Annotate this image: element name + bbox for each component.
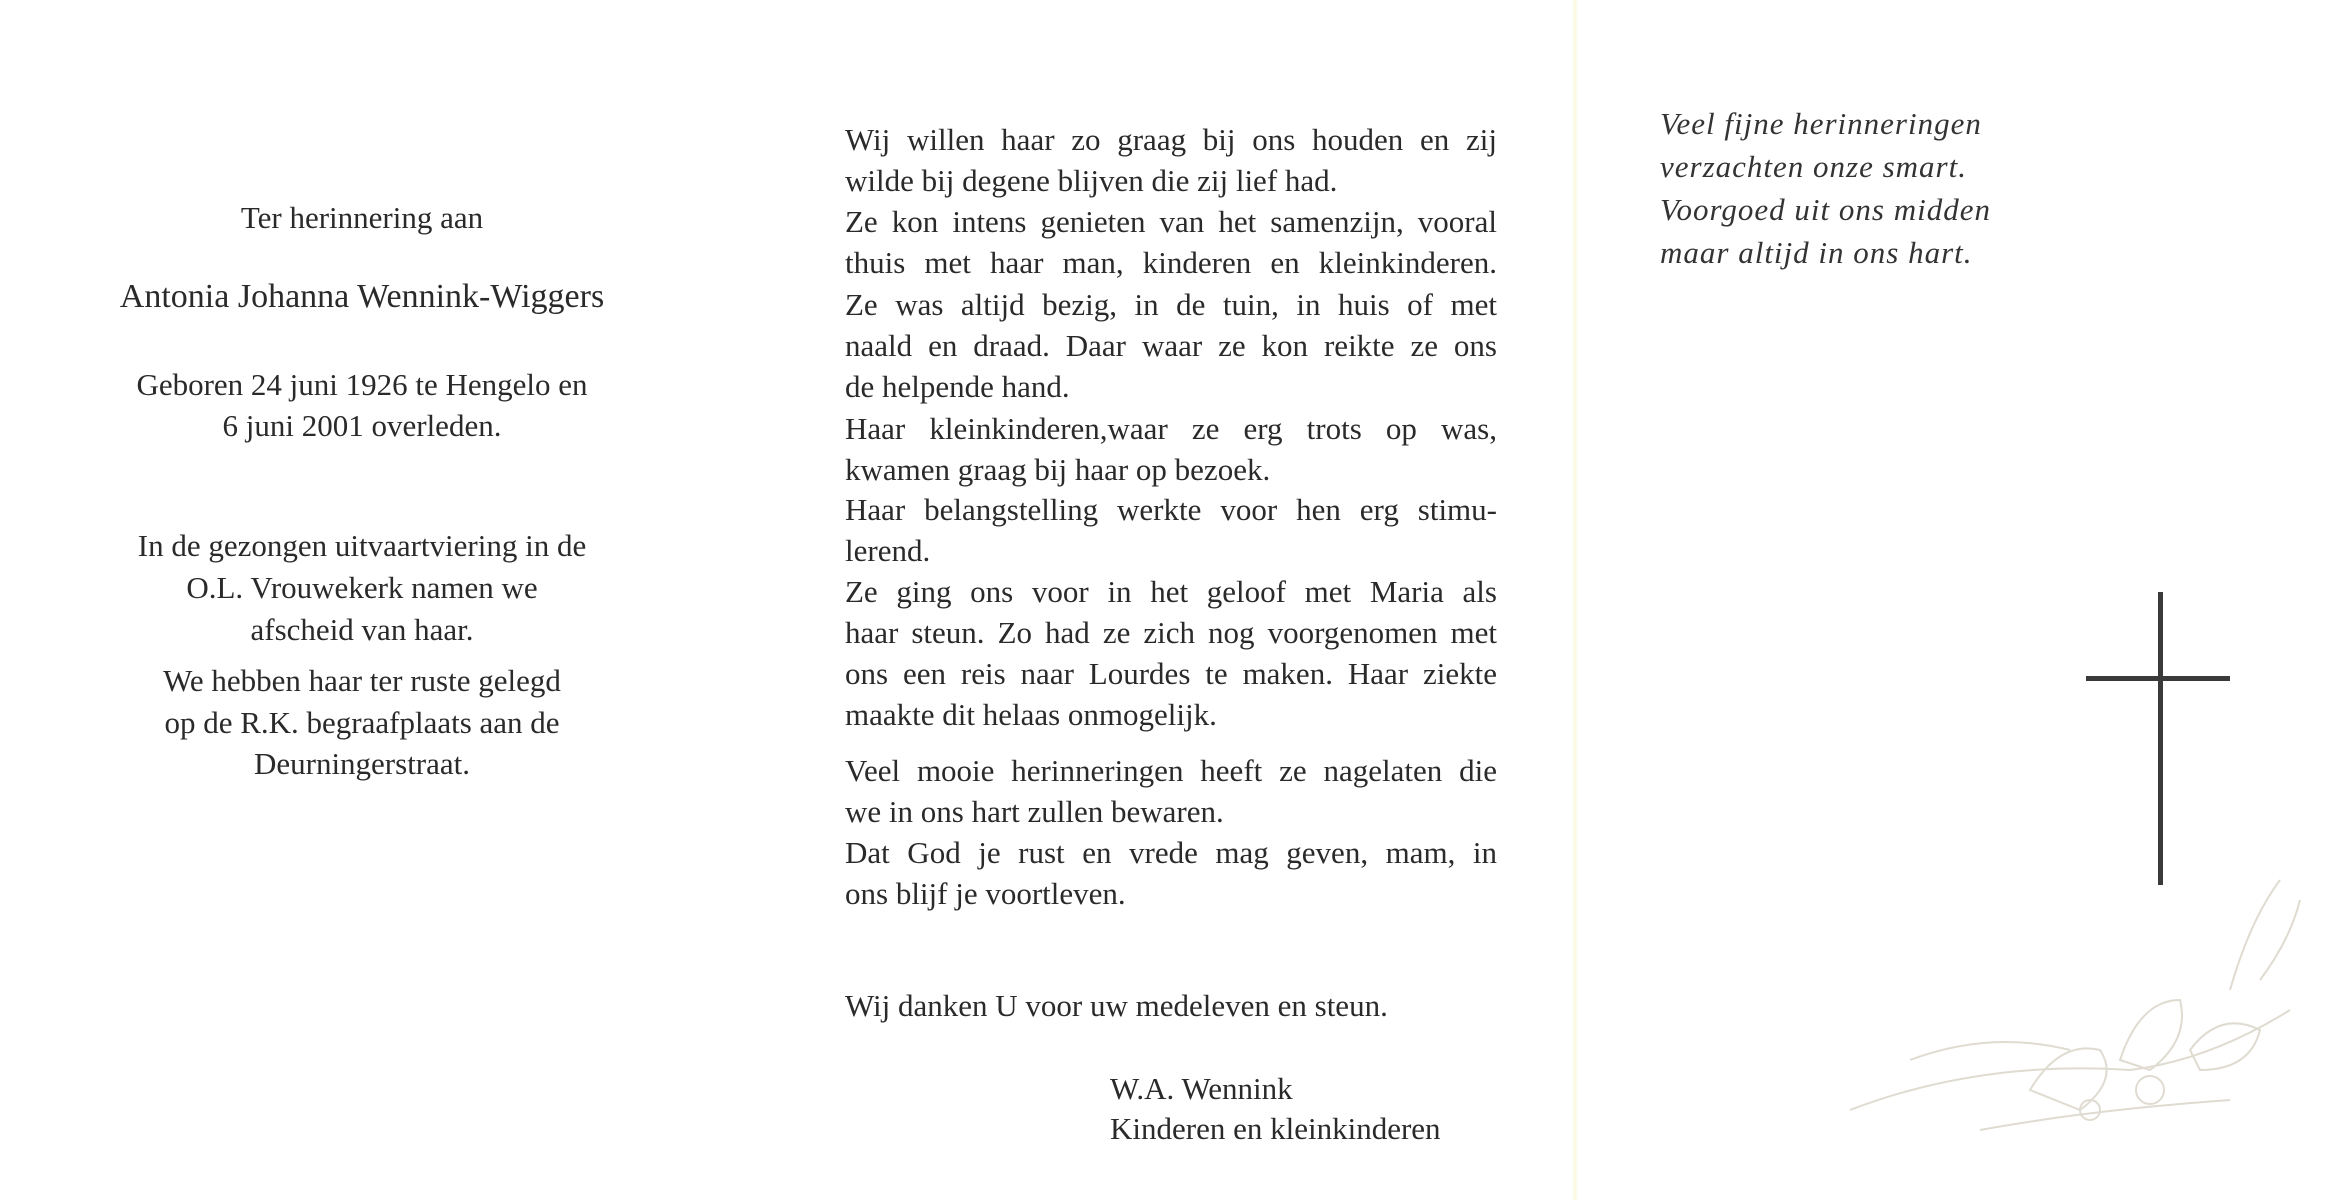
poem-line: Veel fijne herinneringen [1660,106,1982,141]
body-text-line: thuis met haar man, kinderen en kleinkinderen. [845,245,1497,280]
service-line: In de gezongen uitvaartviering in de [137,528,587,563]
body-text-line: Ze kon intens genieten van het samenzijn, vooral [845,204,1497,239]
body-text-line: maakte dit helaas onmogelijk. [845,697,1217,732]
floral-ornament-icon [1830,860,2310,1160]
signature-line: Kinderen en kleinkinderen [1110,1111,1441,1146]
body-text-line: Haar kleinkinderen,waar ze erg trots op was, [845,411,1497,446]
body-text-line: lerend. [845,533,931,568]
service-line: afscheid van haar. [250,612,474,647]
body-text-line: naald en draad. Daar waar ze kon reikte ze ons [845,328,1497,363]
deceased-name: Antonia Johanna Wennink-Wiggers [119,278,605,315]
body-text-line: kwamen graag bij haar op bezoek. [845,452,1271,487]
poem-line: verzachten onze smart. [1660,149,1967,184]
body-text-line: haar steun. Zo had ze zich nog voorgenomen met [845,615,1497,650]
body-text-line: ons blijf je voortleven. [845,876,1126,911]
body-text-line: wilde bij degene blijven die zij lief had. [845,163,1338,198]
thanks-text: Wij danken U voor uw medeleven en steun. [845,988,1388,1023]
burial-line: Deurningerstraat. [253,746,471,781]
body-text-line: Ze was altijd bezig, in de tuin, in huis of met [845,287,1497,322]
card-fold-line [1572,0,1578,1200]
body-text-line: Veel mooie herinneringen heeft ze nagelaten die [845,753,1497,788]
body-text-line: Wij willen haar zo graag bij ons houden en zij [845,122,1497,157]
cross-icon-bar [2086,676,2230,681]
signature-line: W.A. Wennink [1110,1071,1293,1106]
body-text-line: Haar belangstelling werkte voor hen erg stimu- [845,492,1497,527]
burial-line: We hebben haar ter ruste gelegd [163,663,561,698]
body-text-line: Dat God je rust en vrede mag geven, mam, in [845,835,1497,870]
poem-line: maar altijd in ons hart. [1660,235,1973,270]
cross-icon [2158,592,2163,885]
body-text-line: Ze ging ons voor in het geloof met Maria als [845,574,1497,609]
service-line: O.L. Vrouwekerk namen we [186,570,538,605]
born-line: 6 juni 2001 overleden. [222,408,502,443]
poem-line: Voorgoed uit ons midden [1660,192,1991,227]
body-text-line: ons een reis naar Lourdes te maken. Haar ziekte [845,656,1497,691]
body-text-line: we in ons hart zullen bewaren. [845,794,1224,829]
body-text-line: de helpende hand. [845,369,1070,404]
burial-line: op de R.K. begraafplaats aan de [164,705,560,740]
intro-text: Ter herinnering aan [240,200,484,235]
born-line: Geboren 24 juni 1926 te Hengelo en [136,367,588,402]
